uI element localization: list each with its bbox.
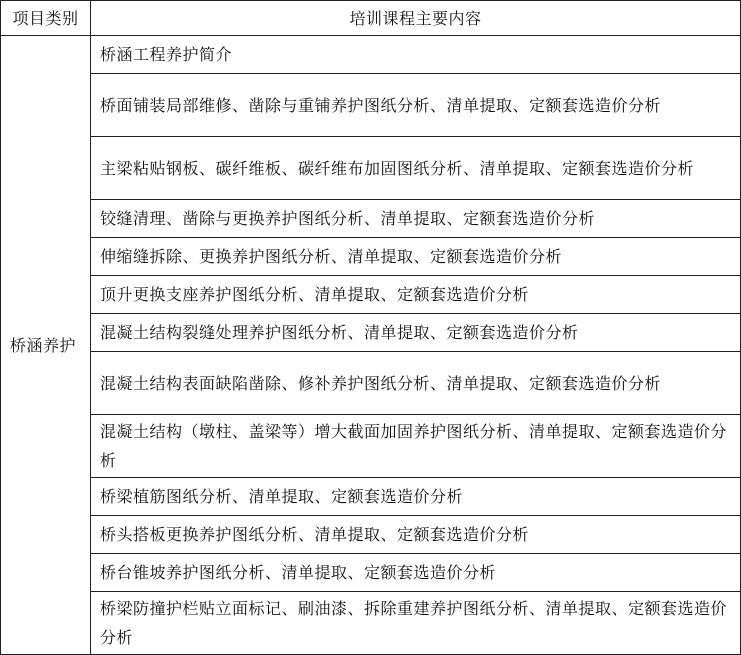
table-row (1, 516, 741, 554)
table-row (1, 74, 741, 137)
content-cell: 桥梁植筋图纸分析、清单提取、定额套选造价分析 (91, 478, 741, 516)
content-cell: 主梁粘贴钢板、碳纤维板、碳纤维布加固图纸分析、清单提取、定额套选造价分析 (91, 137, 741, 200)
table-row (1, 478, 741, 516)
content-cell: 桥面铺装局部维修、凿除与重铺养护图纸分析、清单提取、定额套选造价分析 (91, 74, 741, 137)
content-cell: 混凝土结构（墩柱、盖梁等）增大截面加固养护图纸分析、清单提取、定额套选造价分析 (91, 415, 741, 478)
table-row (1, 554, 741, 592)
content-cell: 铰缝清理、凿除与更换养护图纸分析、清单提取、定额套选造价分析 (91, 200, 741, 238)
table-row (1, 415, 741, 478)
header-category: 项目类别 (1, 1, 91, 36)
content-cell: 桥台锥坡养护图纸分析、清单提取、定额套选造价分析 (91, 554, 741, 592)
content-cell: 桥梁防撞护栏贴立面标记、刷油漆、拆除重建养护图纸分析、清单提取、定额套选造价分析 (91, 592, 741, 655)
content-cell: 伸缩缝拆除、更换养护图纸分析、清单提取、定额套选造价分析 (91, 238, 741, 276)
table-row (1, 352, 741, 415)
header-content: 培训课程主要内容 (91, 1, 741, 36)
content-cell: 混凝土结构裂缝处理养护图纸分析、清单提取、定额套选造价分析 (91, 314, 741, 352)
table-row (1, 314, 741, 352)
content-cell: 混凝土结构表面缺陷凿除、修补养护图纸分析、清单提取、定额套选造价分析 (91, 352, 741, 415)
table-row (1, 200, 741, 238)
table-row (1, 238, 741, 276)
header-row (1, 1, 741, 36)
table-row (1, 592, 741, 655)
content-cell: 桥头搭板更换养护图纸分析、清单提取、定额套选造价分析 (91, 516, 741, 554)
table-row (1, 137, 741, 200)
category-cell: 桥涵养护 (1, 36, 91, 655)
content-cell: 顶升更换支座养护图纸分析、清单提取、定额套选造价分析 (91, 276, 741, 314)
content-cell: 桥涵工程养护简介 (91, 36, 741, 74)
table-row (1, 36, 741, 74)
table-row (1, 276, 741, 314)
